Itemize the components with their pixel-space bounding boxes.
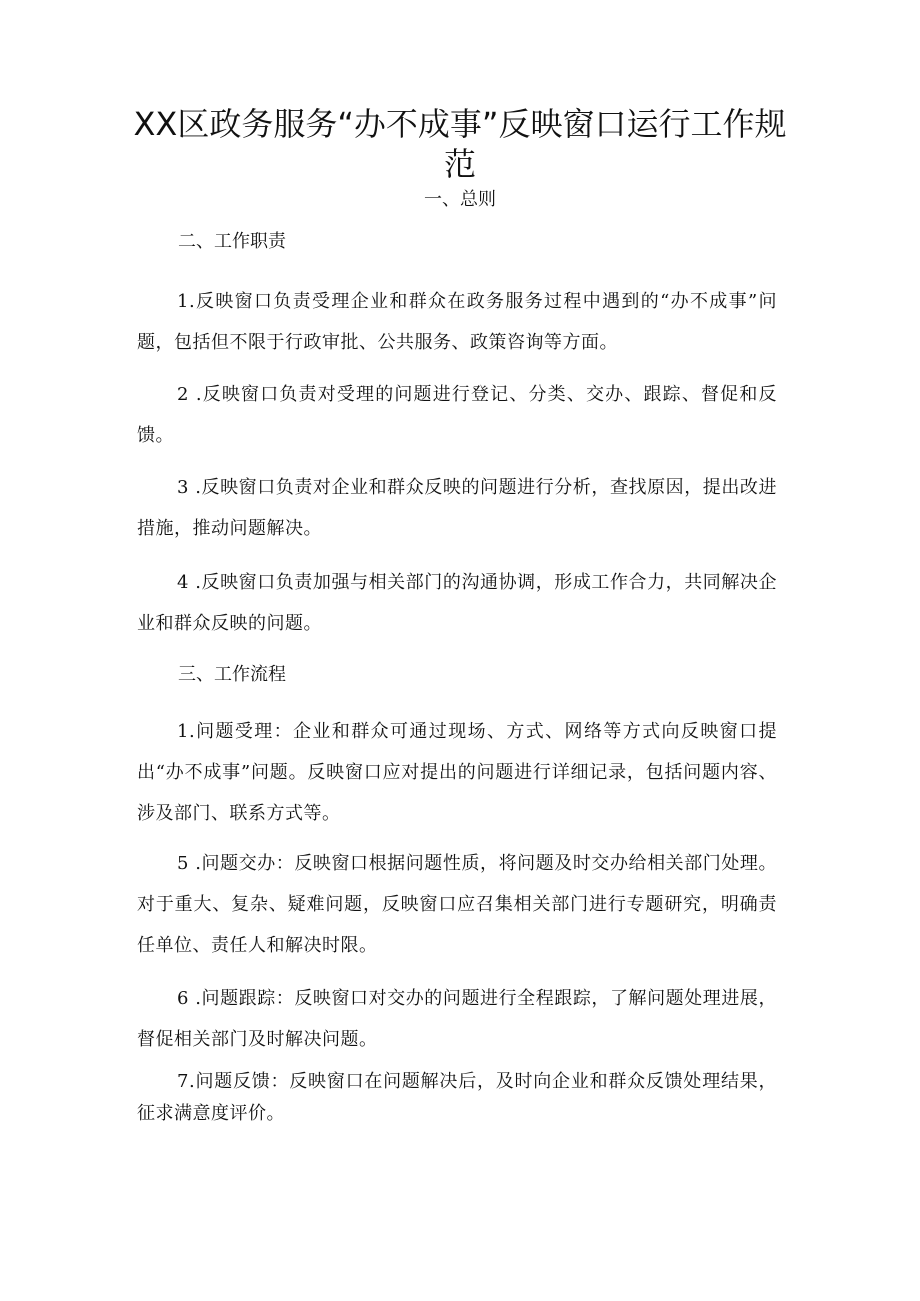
document-title: XX区政务服务“办不成事”反映窗口运行工作规范 bbox=[133, 105, 787, 183]
duty-paragraph-2: 2 .反映窗口负责对受理的问题进行登记、分类、交办、跟踪、督促和反馈。 bbox=[137, 384, 777, 446]
process-paragraph-4: 7.问题反馈：反映窗口在问题解决后，及时向企业和群众反馈处理结果，征求满意度评价。 bbox=[137, 1071, 777, 1124]
duty-paragraph-3: 3 .反映窗口负责对企业和群众反映的问题进行分析，查找原因，提出改进措施，推动问题解决。 bbox=[137, 477, 777, 539]
section-heading-duties: 二、工作职责 bbox=[178, 231, 286, 252]
section-heading-general: 一、总则 bbox=[424, 189, 496, 210]
process-paragraph-2: 5 .问题交办：反映窗口根据问题性质，将问题及时交办给相关部门处理。对于重大、复杂、疑难问题，反映窗口应召集相关部门进行专题研究，明确责任单位、责任人和解决时限。 bbox=[137, 853, 777, 956]
section-heading-process: 三、工作流程 bbox=[178, 664, 286, 685]
duty-paragraph-4: 4 .反映窗口负责加强与相关部门的沟通协调，形成工作合力，共同解决企业和群众反映的问题。 bbox=[137, 572, 777, 634]
duty-paragraph-1: 1.反映窗口负责受理企业和群众在政务服务过程中遇到的“办不成事”问题，包括但不限于行政审批、公共服务、政策咨询等方面。 bbox=[137, 291, 777, 353]
process-paragraph-1: 1.问题受理：企业和群众可通过现场、方式、网络等方式向反映窗口提出“办不成事”问题。反映窗口应对提出的问题进行详细记录，包括问题内容、涉及部门、联系方式等。 bbox=[137, 721, 777, 824]
process-paragraph-3: 6 .问题跟踪：反映窗口对交办的问题进行全程跟踪，了解问题处理进展，督促相关部门及时解决问题。 bbox=[137, 988, 777, 1050]
